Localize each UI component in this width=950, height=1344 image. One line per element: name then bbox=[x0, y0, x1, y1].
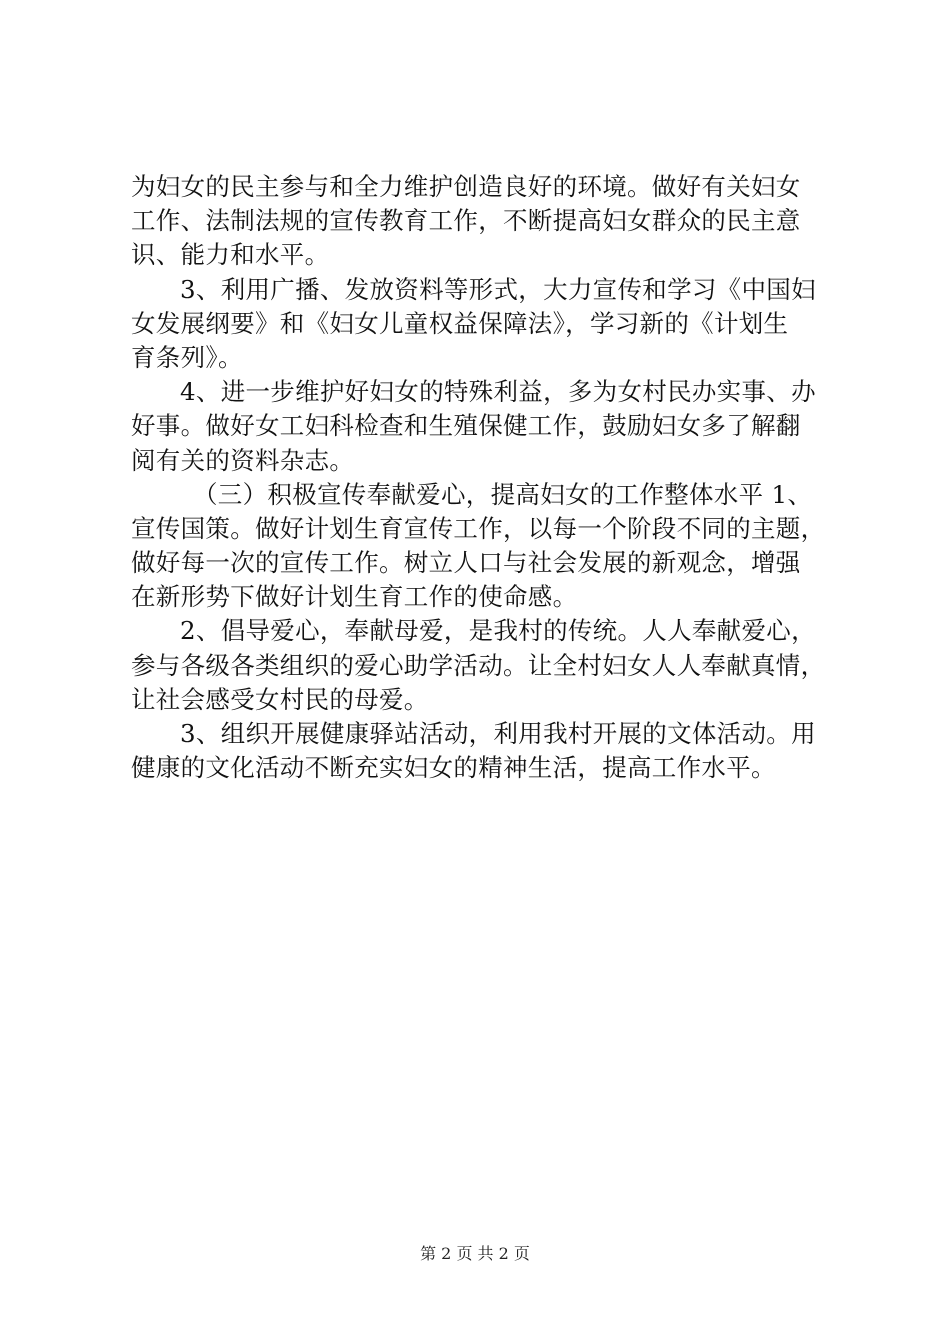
paragraph-start-line: 3、组织开展健康驿站活动，利用我村开展的文体活动。用 bbox=[180, 719, 816, 748]
section-heading-line: （三）积极宣传奉献爱心，提高妇女的工作整体水平 1、 bbox=[193, 479, 813, 509]
text-line: 参与各级各类组织的爱心助学活动。让全村妇女人人奉献真情， bbox=[131, 650, 826, 680]
page-number-footer: 第 2 页 共 2 页 bbox=[420, 1244, 530, 1263]
text-line: 好事。做好女工妇科检查和生殖保健工作，鼓励妇女多了解翻 bbox=[131, 411, 801, 441]
text-line: 健康的文化活动不断充实妇女的精神生活，提高工作水平。 bbox=[131, 753, 776, 783]
text-line: 女发展纲要》和《妇女儿童权益保障法》，学习新的《计划生 bbox=[131, 308, 789, 338]
text-line: 工作、法制法规的宣传教育工作，不断提高妇女群众的民主意 bbox=[131, 206, 801, 236]
text-line: 阅有关的资料杂志。 bbox=[131, 445, 355, 475]
text-line: 识、能力和水平。 bbox=[131, 240, 330, 270]
text-line: 做好每一次的宣传工作。树立人口与社会发展的新观念，增强 bbox=[131, 548, 801, 578]
text-line: 让社会感受女村民的母爱。 bbox=[131, 684, 429, 714]
paragraph-start-line: 2、倡导爱心，奉献母爱，是我村的传统。人人奉献爱心， bbox=[180, 616, 816, 646]
document-body bbox=[131, 170, 831, 785]
text-line: 在新形势下做好计划生育工作的使命感。 bbox=[131, 582, 578, 612]
paragraph-start-line: 4、进一步维护好妇女的特殊利益，多为女村民办实事、办 bbox=[180, 377, 816, 407]
text-line: 为妇女的民主参与和全力维护创造良好的环境。做好有关妇女 bbox=[131, 172, 801, 201]
paragraph-start-line: 3、利用广播、发放资料等形式，大力宣传和学习《中国妇 bbox=[180, 274, 816, 304]
text-line: 育条列》。 bbox=[131, 342, 243, 372]
text-line: 宣传国策。做好计划生育宣传工作，以每一个阶段不同的主题， bbox=[131, 513, 826, 543]
